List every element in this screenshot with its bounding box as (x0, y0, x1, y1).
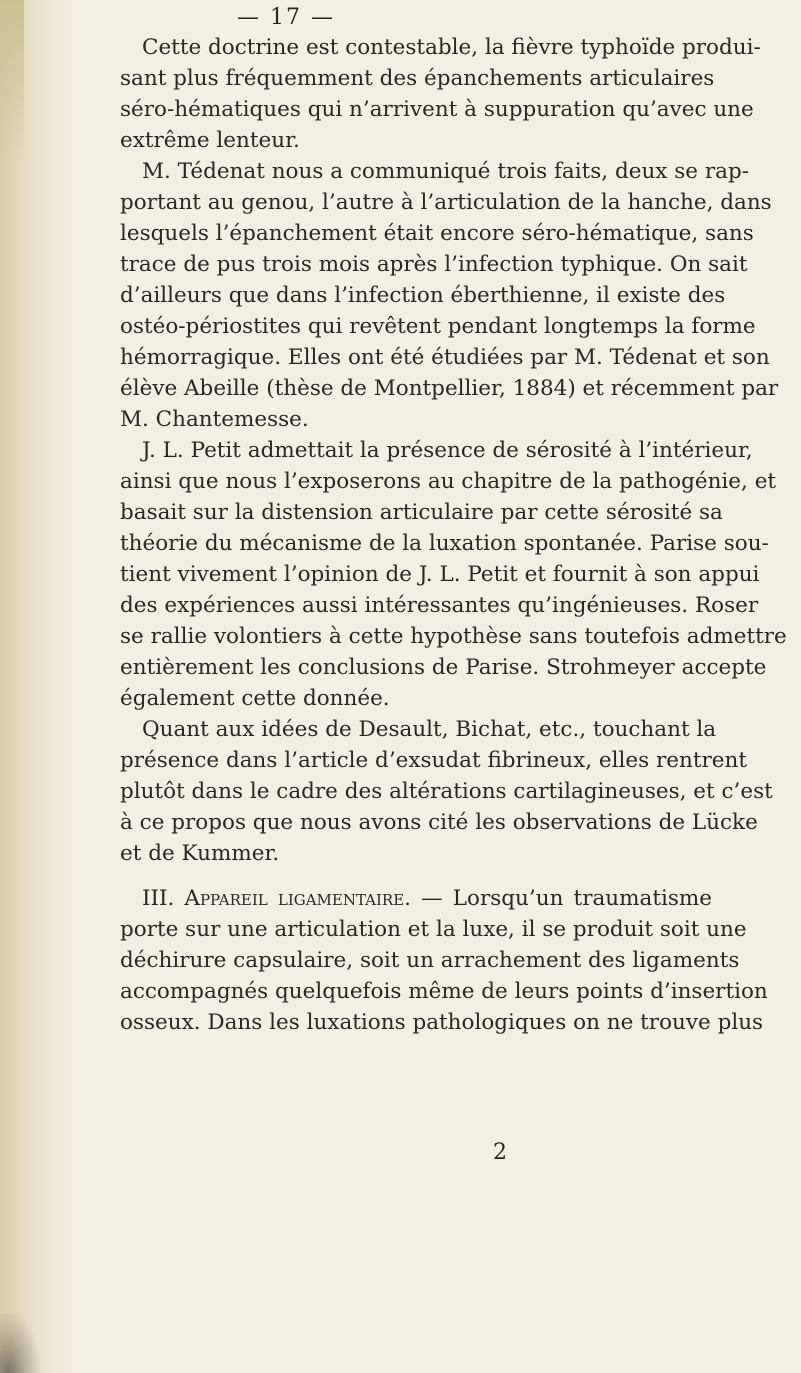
text-line: élève Abeille (thèse de Montpellier, 1884) et récemment par (120, 376, 779, 401)
paragraph-4 (120, 714, 773, 869)
text-line: J. L. Petit admettait la présence de sérosité à l’intérieur, (142, 438, 753, 463)
paragraph-3 (120, 435, 787, 714)
text-line: M. Chantemesse. (120, 407, 309, 432)
page-edge-shadow (0, 0, 72, 1373)
text-line: hémorragique. Elles ont été étudiées par M. Tédenat et son (120, 345, 770, 370)
text-line: Cette doctrine est contestable, la fièvre typhoïde produi- (142, 35, 761, 60)
text-line: théorie du mécanisme de la luxation spontanée. Parise sou- (120, 531, 769, 556)
text-line: accompagnés quelquefois même de leurs points d’insertion (120, 979, 768, 1004)
section-iii (120, 883, 768, 1038)
text-line: trace de pus trois mois après l’infection typhique. On sait (120, 252, 748, 277)
text-line: séro-hématiques qui n’arrivent à suppuration qu’avec une (120, 97, 754, 122)
text-line: à ce propos que nous avons cité les observations de Lücke (120, 810, 758, 835)
text-line: porte sur une articulation et la luxe, il se produit soit une (120, 917, 747, 942)
printer-signature-mark: 2 (493, 1140, 507, 1165)
text-line: sant plus fréquemment des épanchements articulaires (120, 66, 715, 91)
paragraph-1 (120, 32, 761, 156)
section-heading-continuation: — Lorsqu’un traumatisme (411, 886, 712, 911)
body-text (120, 32, 787, 1038)
paragraph-2 (120, 156, 779, 435)
page-number: — 17 — (237, 5, 335, 30)
text-line: et de Kummer. (120, 841, 280, 866)
text-line: ainsi que nous l’exposerons au chapitre de la pathogénie, et (120, 469, 777, 494)
text-line: osseux. Dans les luxations pathologiques on ne trouve plus (120, 1010, 764, 1035)
text-line: d’ailleurs que dans l’infection éberthienne, il existe des (120, 283, 726, 308)
text-line: ostéo-périostites qui revêtent pendant longtemps la forme (120, 314, 756, 339)
text-line: M. Tédenat nous a communiqué trois faits, deux se rap- (142, 159, 749, 184)
section-heading: III. Appareil ligamentaire. (142, 886, 412, 911)
text-line: également cette donnée. (120, 686, 390, 711)
text-line: des expériences aussi intéressantes qu’ingénieuses. Roser (120, 593, 759, 618)
text-line: portant au genou, l’autre à l’articulation de la hanche, dans (120, 190, 772, 215)
text-line: entièrement les conclusions de Parise. Strohmeyer accepte (120, 655, 767, 680)
section-heading-line (120, 883, 712, 914)
text-line: lesquels l’épanchement était encore séro-hématique, sans (120, 221, 754, 246)
text-line: tient vivement l’opinion de J. L. Petit et fournit à son appui (120, 562, 760, 587)
page-corner-stain-bottom (0, 1313, 40, 1373)
text-line: basait sur la distension articulaire par cette sérosité sa (120, 500, 723, 525)
text-line: déchirure capsulaire, soit un arrachement des ligaments (120, 948, 740, 973)
text-line: se rallie volontiers à cette hypothèse sans toutefois admettre (120, 624, 787, 649)
text-line: Quant aux idées de Desault, Bichat, etc., touchant la (142, 717, 717, 742)
text-line: extrême lenteur. (120, 128, 300, 153)
text-line: plutôt dans le cadre des altérations cartilagineuses, et c’est (120, 779, 773, 804)
text-line: présence dans l’article d’exsudat fibrineux, elles rentrent (120, 748, 747, 773)
page-corner-stain-top (0, 0, 24, 160)
